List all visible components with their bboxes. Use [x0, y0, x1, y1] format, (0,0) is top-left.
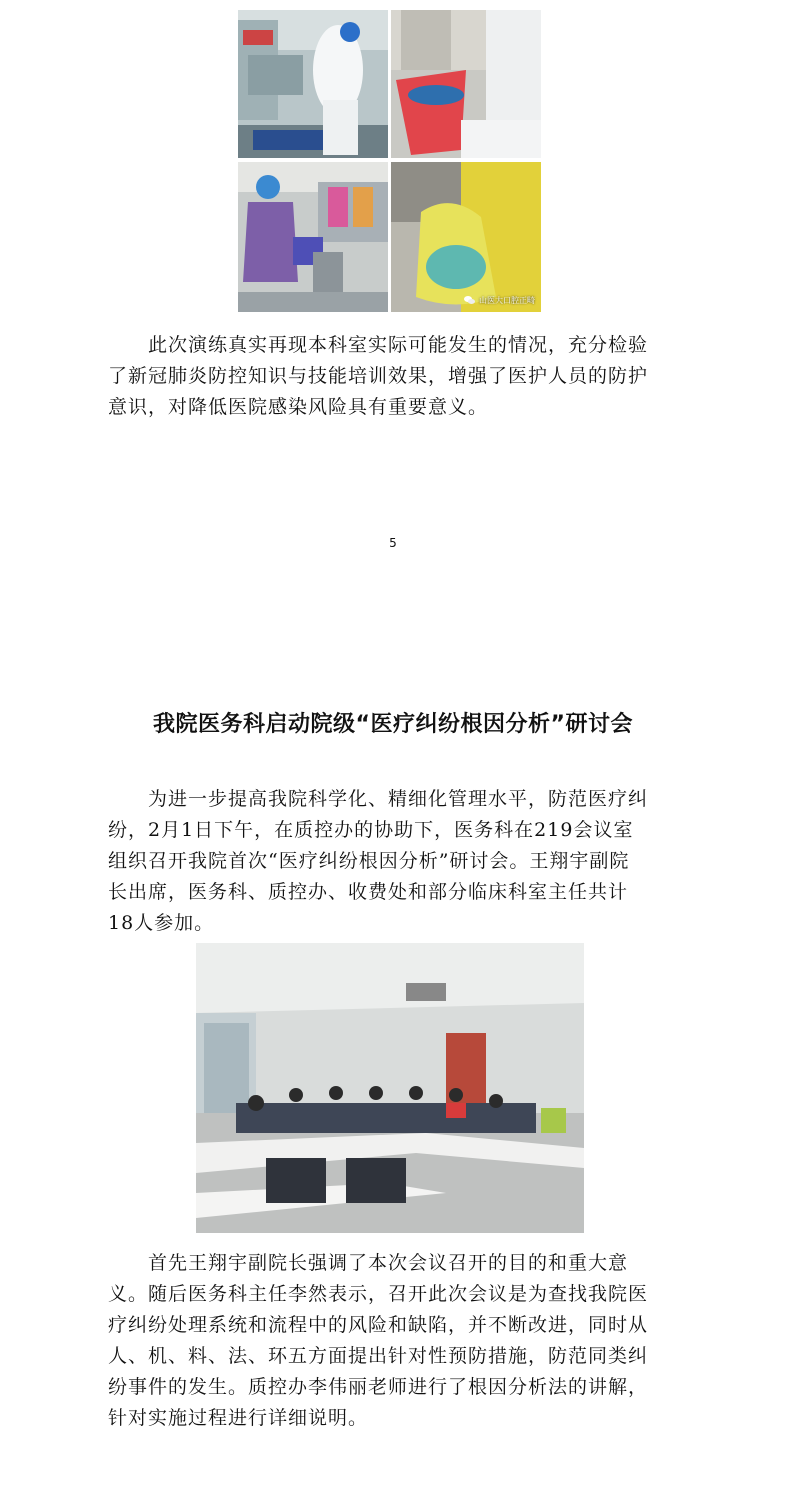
paragraph-line: 长出席，医务科、质控办、收费处和部分临床科室主任共计	[108, 881, 629, 903]
photo-watermark-text: 山医大口腔正畸	[479, 296, 535, 305]
paragraph-line: 意识，对降低医院感染风险具有重要意义。	[108, 396, 489, 418]
paragraph-line: 义。随后医务科主任李然表示，召开此次会议是为查找我院医	[108, 1283, 649, 1305]
paragraph-line: 18人参加。	[108, 912, 215, 934]
article-paragraph-details	[108, 1248, 673, 1434]
photo-collage-bottom-left	[238, 162, 388, 312]
wechat-icon	[464, 296, 476, 305]
paragraph-line: 纷，2月1日下午，在质控办的协助下，医务科在219会议室	[108, 819, 634, 841]
paragraph-line: 组织召开我院首次“医疗纠纷根因分析”研讨会。王翔宇副院	[108, 850, 630, 872]
page-number: 5	[389, 536, 397, 550]
paragraph-line: 针对实施过程进行详细说明。	[108, 1407, 369, 1429]
meeting-room-photo	[196, 943, 584, 1233]
photo-watermark	[464, 295, 535, 306]
paragraph-drill-summary	[108, 330, 673, 423]
paragraph-line: 首先王翔宇副院长强调了本次会议召开的目的和重大意	[148, 1252, 629, 1274]
paragraph-line: 为进一步提高我院科学化、精细化管理水平，防范医疗纠	[148, 788, 649, 810]
article-title: 我院医务科启动院级“医疗纠纷根因分析”研讨会	[153, 712, 633, 737]
photo-collage-top-right	[391, 10, 541, 158]
article-paragraph-intro	[108, 784, 673, 939]
paragraph-line: 此次演练真实再现本科室实际可能发生的情况，充分检验	[148, 334, 649, 356]
paragraph-line: 人、机、料、法、环五方面提出针对性预防措施，防范同类纠	[108, 1345, 649, 1367]
paragraph-line: 纷事件的发生。质控办李伟丽老师进行了根因分析法的讲解，	[108, 1376, 649, 1398]
photo-collage-top-left	[238, 10, 388, 158]
paragraph-line: 了新冠肺炎防控知识与技能培训效果，增强了医护人员的防护	[108, 365, 649, 387]
paragraph-line: 疗纠纷处理系统和流程中的风险和缺陷，并不断改进，同时从	[108, 1314, 649, 1336]
photo-collage-bottom-right	[391, 162, 541, 312]
